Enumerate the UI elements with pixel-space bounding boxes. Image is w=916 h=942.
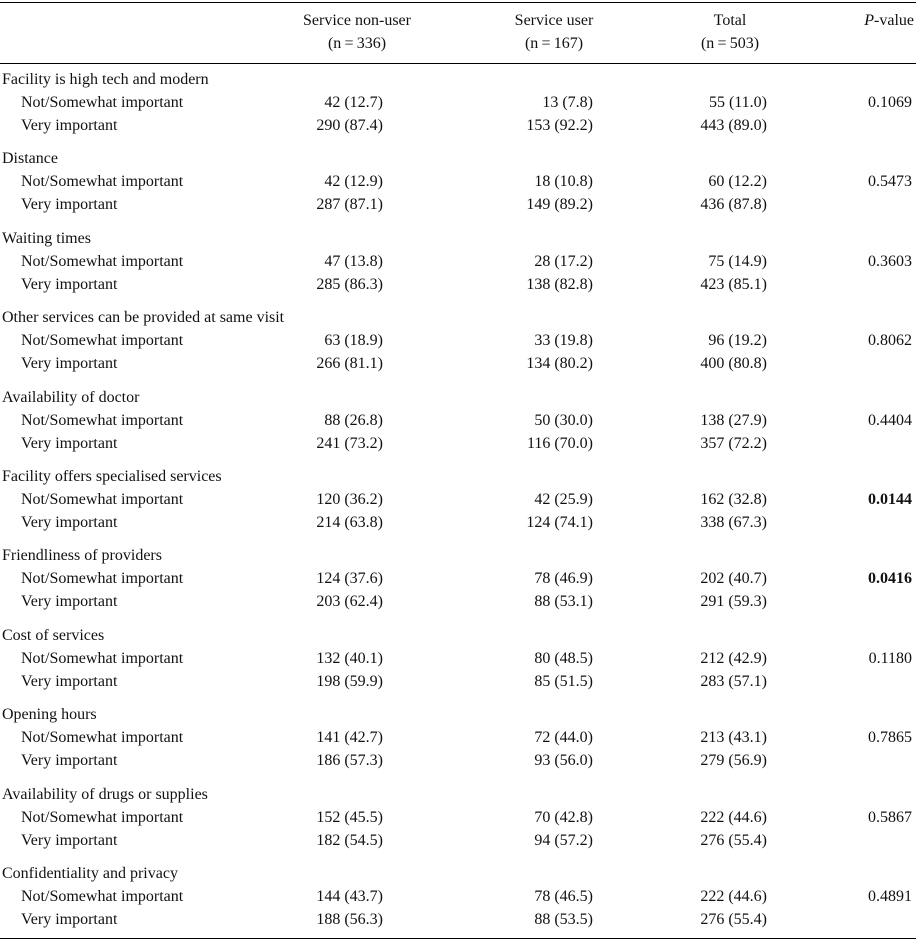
header-p-value [864,9,914,32]
row-label: Not/Somewhat important [21,729,184,746]
cell-service-non-user: 144 (43.7) [316,888,383,905]
row-label: Not/Somewhat important [21,253,184,270]
cell-service-non-user: 42 (12.7) [324,94,383,111]
header-service-user [466,9,642,55]
cell-total: 222 (44.6) [700,809,767,826]
group-title: Availability of drugs or supplies [2,786,208,803]
cell-total: 55 (11.0) [708,94,767,111]
cell-service-non-user: 203 (62.4) [316,593,383,610]
row-label: Very important [21,276,118,293]
cell-p-value: 0.8062 [868,332,912,349]
row-label: Very important [21,832,118,849]
group-title: Waiting times [2,230,91,247]
table-row [0,250,916,273]
variable-group [0,68,916,148]
table-row [0,590,916,613]
row-label: Very important [21,911,118,928]
cell-total: 338 (67.3) [700,514,767,531]
cell-total: 212 (42.9) [700,650,767,667]
cell-service-user: 70 (42.8) [534,809,593,826]
cell-p-value: 0.4891 [868,888,912,905]
cell-p-value: 0.7865 [868,729,912,746]
cell-service-non-user: 63 (18.9) [324,332,383,349]
header-col1-name: Service non-user [303,12,411,29]
cell-service-user: 72 (44.0) [534,729,593,746]
header-col2-n: (n = 167) [524,35,584,52]
row-label: Not/Somewhat important [21,888,184,905]
group-title-row [0,624,916,647]
cell-p-value: 0.1180 [868,650,912,667]
cell-total: 276 (55.4) [700,911,767,928]
cell-service-user: 124 (74.1) [526,514,593,531]
table-row [0,193,916,216]
cell-service-non-user: 290 (87.4) [316,117,383,134]
cell-total: 436 (87.8) [700,196,767,213]
cell-total: 279 (56.9) [700,752,767,769]
header-p-rest: -value [874,12,914,29]
group-title: Other services can be provided at same visit [2,309,285,326]
header-service-non-user [266,9,448,55]
cell-total: 60 (12.2) [708,173,767,190]
cell-service-user: 153 (92.2) [526,117,593,134]
group-title-row [0,703,916,726]
row-label: Not/Somewhat important [21,809,184,826]
row-label: Very important [21,752,118,769]
cell-service-non-user: 198 (59.9) [316,673,383,690]
table-row [0,829,916,852]
cell-service-non-user: 124 (37.6) [316,570,383,587]
variable-group [0,227,916,307]
table-row [0,432,916,455]
group-title: Facility offers specialised services [2,468,222,485]
cell-service-user: 116 (70.0) [526,435,593,452]
cell-p-value: 0.5473 [868,173,912,190]
group-title-row [0,862,916,885]
cell-service-user: 28 (17.2) [534,253,593,270]
cell-total: 423 (85.1) [700,276,767,293]
cell-p-value: 0.4404 [868,412,912,429]
group-title: Availability of doctor [2,389,140,406]
header-col3-name: Total [713,12,747,29]
table-row [0,908,916,931]
group-title-row [0,147,916,170]
variable-group [0,703,916,783]
group-title: Confidentiality and privacy [2,865,178,882]
group-title: Distance [2,150,58,167]
table-row [0,273,916,296]
variable-group [0,783,916,863]
cell-service-non-user: 141 (42.7) [316,729,383,746]
header-col3-n: (n = 503) [700,35,760,52]
group-title: Friendliness of providers [2,547,162,564]
variable-group [0,465,916,545]
cell-service-non-user: 285 (86.3) [316,276,383,293]
table-row [0,170,916,193]
cell-total: 96 (19.2) [708,332,767,349]
table-row [0,885,916,908]
cell-service-user: 80 (48.5) [534,650,593,667]
cell-service-user: 85 (51.5) [534,673,593,690]
cell-total: 138 (27.9) [700,412,767,429]
cell-service-non-user: 42 (12.9) [324,173,383,190]
cell-total: 202 (40.7) [700,570,767,587]
cell-service-user: 50 (30.0) [534,412,593,429]
cell-service-non-user: 120 (36.2) [316,491,383,508]
cell-service-user: 134 (80.2) [526,355,593,372]
cell-p-value: 0.3603 [868,253,912,270]
table-row [0,749,916,772]
cell-service-user: 94 (57.2) [534,832,593,849]
variable-group [0,306,916,386]
group-title: Facility is high tech and modern [2,71,209,88]
group-title: Opening hours [2,706,97,723]
cell-service-non-user: 186 (57.3) [316,752,383,769]
row-label: Very important [21,435,118,452]
top-rule [0,2,916,3]
row-label: Not/Somewhat important [21,491,184,508]
cell-total: 291 (59.3) [700,593,767,610]
cell-service-non-user: 188 (56.3) [316,911,383,928]
row-label: Not/Somewhat important [21,650,184,667]
group-title: Cost of services [2,627,105,644]
cell-service-user: 149 (89.2) [526,196,593,213]
group-title-row [0,544,916,567]
variable-group [0,862,916,942]
group-title-row [0,386,916,409]
cell-service-non-user: 47 (13.8) [324,253,383,270]
cell-service-non-user: 266 (81.1) [316,355,383,372]
cell-service-non-user: 214 (63.8) [316,514,383,531]
cell-service-non-user: 132 (40.1) [316,650,383,667]
table-row [0,670,916,693]
cell-service-user: 88 (53.5) [534,911,593,928]
header-col1-n: (n = 336) [327,35,387,52]
cell-total: 443 (89.0) [700,117,767,134]
cell-p-value: 0.0416 [868,570,912,587]
cell-total: 75 (14.9) [708,253,767,270]
cell-service-user: 18 (10.8) [534,173,593,190]
group-title-row [0,465,916,488]
row-label: Very important [21,673,118,690]
row-label: Very important [21,196,118,213]
cell-service-user: 13 (7.8) [542,94,593,111]
cell-service-non-user: 88 (26.8) [324,412,383,429]
cell-total: 400 (80.8) [700,355,767,372]
variable-group [0,624,916,704]
cell-service-user: 78 (46.9) [534,570,593,587]
row-label: Not/Somewhat important [21,412,184,429]
cell-total: 357 (72.2) [700,435,767,452]
variable-group [0,544,916,624]
row-label: Not/Somewhat important [21,570,184,587]
cell-service-non-user: 182 (54.5) [316,832,383,849]
table-row [0,329,916,352]
row-label: Not/Somewhat important [21,173,184,190]
group-title-row [0,783,916,806]
header-p-italic: P [864,12,875,29]
header-col2-name: Service user [514,12,594,29]
cell-service-user: 138 (82.8) [526,276,593,293]
cell-service-user: 78 (46.5) [534,888,593,905]
table-row [0,511,916,534]
group-title-row [0,306,916,329]
cell-service-user: 88 (53.1) [534,593,593,610]
variable-group [0,147,916,227]
header-total [650,9,810,55]
cell-service-user: 42 (25.9) [534,491,593,508]
cell-total: 162 (32.8) [700,491,767,508]
cell-service-non-user: 241 (73.2) [316,435,383,452]
cell-total: 222 (44.6) [700,888,767,905]
row-label: Not/Somewhat important [21,332,184,349]
bottom-rule [0,938,916,939]
table-row [0,567,916,590]
table-row [0,488,916,511]
row-label: Not/Somewhat important [21,94,184,111]
cell-service-user: 33 (19.8) [534,332,593,349]
cell-total: 213 (43.1) [700,729,767,746]
row-label: Very important [21,355,118,372]
table-row [0,647,916,670]
cell-p-value: 0.0144 [868,491,912,508]
table-row [0,114,916,137]
cell-p-value: 0.1069 [868,94,912,111]
table-row [0,409,916,432]
table-row [0,726,916,749]
cell-total: 276 (55.4) [700,832,767,849]
row-label: Very important [21,593,118,610]
cell-total: 283 (57.1) [700,673,767,690]
table-row [0,91,916,114]
cell-service-non-user: 287 (87.1) [316,196,383,213]
cell-service-user: 93 (56.0) [534,752,593,769]
group-title-row [0,68,916,91]
group-title-row [0,227,916,250]
table-row [0,352,916,375]
variable-group [0,386,916,466]
header-rule [0,63,916,64]
table-row [0,806,916,829]
cell-p-value: 0.5867 [868,809,912,826]
row-label: Very important [21,117,118,134]
cell-service-non-user: 152 (45.5) [316,809,383,826]
row-label: Very important [21,514,118,531]
